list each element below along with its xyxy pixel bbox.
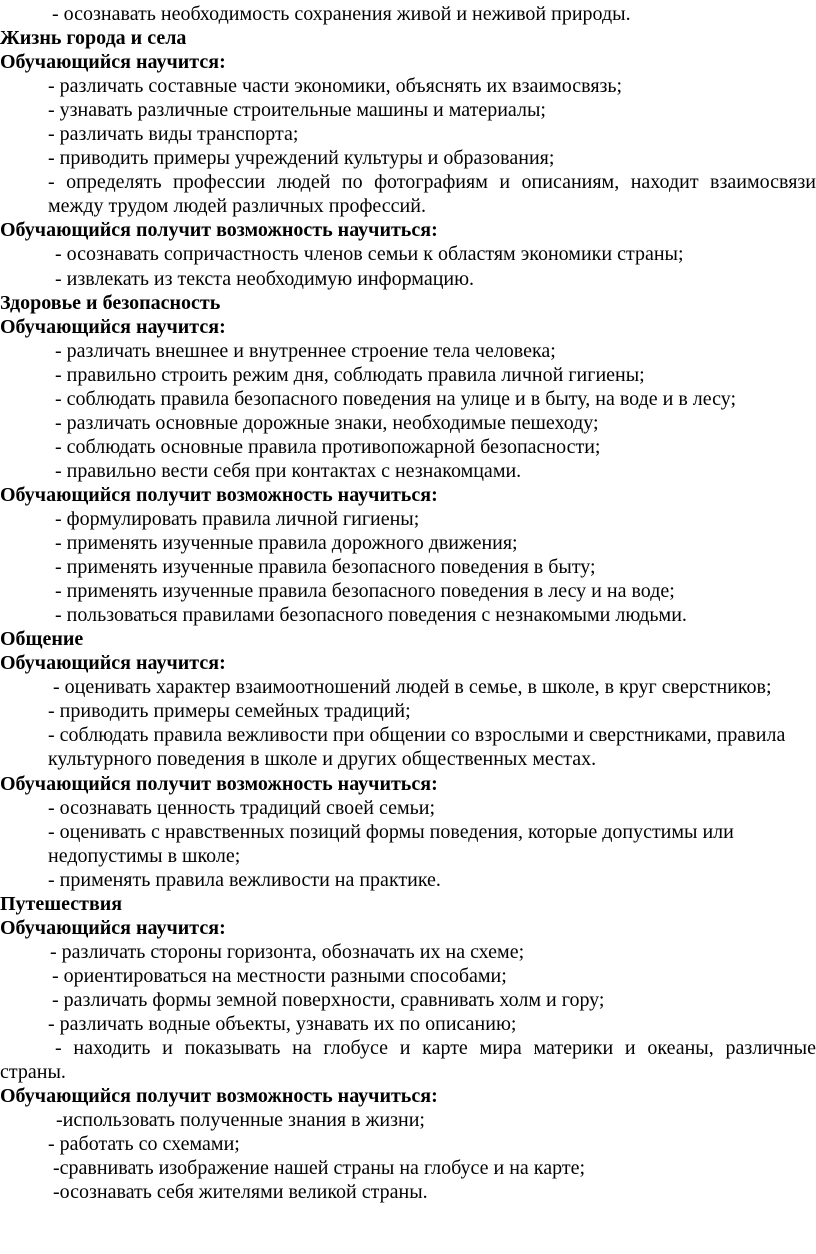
list-item: - осознавать ценность традиций своей семьи; <box>48 796 436 819</box>
list-item: - извлекать из текста необходимую информацию. <box>55 267 475 290</box>
list-item: - оценивать с нравственных позиций формы поведения, которые допустимы или <box>48 820 734 843</box>
list-item: - оценивать характер взаимоотношений людей в семье, в школе, в круг сверстников; <box>53 676 772 699</box>
list-item: - применять изученные правила безопасного поведения в лесу и на воде; <box>55 580 675 603</box>
list-item-continuation: культурного поведения в школе и других общественных местах. <box>48 748 597 771</box>
list-item: - работать со схемами; <box>48 1133 240 1156</box>
list-item: - приводить примеры семейных традиций; <box>48 700 411 723</box>
subheading: Обучающийся научится: <box>0 916 226 939</box>
list-item-continuation: между трудом людей различных профессий. <box>48 195 426 218</box>
subheading: Обучающийся научится: <box>0 652 226 675</box>
subheading: Обучающийся научится: <box>0 51 226 74</box>
list-item: - применять изученные правила безопасного поведения в быту; <box>55 556 596 579</box>
list-item: - узнавать различные строительные машины и материалы; <box>48 99 546 122</box>
list-item: - правильно вести себя при контактах с незнакомцами. <box>55 459 522 482</box>
list-item: - соблюдать правила безопасного поведения на улице и в быту, на воде и в лесу; <box>55 387 737 410</box>
list-item: - различать составные части экономики, объяснять их взаимосвязь; <box>48 75 623 98</box>
list-item: - пользоваться правилами безопасного поведения с незнакомыми людьми. <box>55 604 687 627</box>
list-item: - ориентироваться на местности разными способами; <box>52 964 507 987</box>
subheading: Обучающийся научится: <box>0 315 226 338</box>
list-item: - различать виды транспорта; <box>48 123 299 146</box>
subheading: Обучающийся получит возможность научиться: <box>0 1085 438 1108</box>
section-heading: Жизнь города и села <box>0 27 187 50</box>
list-item: - определять профессии людей по фотографиям и описаниям, находит взаимосвязи <box>48 171 816 194</box>
section-heading: Общение <box>0 628 84 651</box>
list-item: -использовать полученные знания в жизни; <box>56 1109 425 1132</box>
list-item: - различать стороны горизонта, обозначать их на схеме; <box>50 940 525 963</box>
document-page <box>0 2 816 1204</box>
list-item: - осознавать сопричастность членов семьи к областям экономики страны; <box>55 243 684 266</box>
list-item: - находить и показывать на глобусе и карте мира материки и океаны, различные <box>55 1037 816 1060</box>
list-item: - различать водные объекты, узнавать их по описанию; <box>48 1012 517 1035</box>
list-item: - приводить примеры учреждений культуры и образования; <box>48 147 555 170</box>
list-item: - применять изученные правила дорожного движения; <box>55 532 518 555</box>
list-item-continuation: недопустимы в школе; <box>48 844 241 867</box>
list-item: - применять правила вежливости на практике. <box>48 868 441 891</box>
subheading: Обучающийся получит возможность научиться: <box>0 219 438 242</box>
list-item-continuation: страны. <box>0 1061 66 1084</box>
list-item: - соблюдать основные правила противопожарной безопасности; <box>55 435 601 458</box>
section-heading: Путешествия <box>0 892 123 915</box>
list-item: - правильно строить режим дня, соблюдать правила личной гигиены; <box>55 363 645 386</box>
subheading: Обучающийся получит возможность научиться: <box>0 772 438 795</box>
subheading: Обучающийся получит возможность научиться: <box>0 483 438 506</box>
list-item: - различать формы земной поверхности, сравнивать холм и гору; <box>52 988 605 1011</box>
list-item: - формулировать правила личной гигиены; <box>55 507 420 530</box>
list-item: - различать внешнее и внутреннее строение тела человека; <box>55 339 556 362</box>
list-item: - осознавать необходимость сохранения живой и неживой природы. <box>52 3 631 25</box>
section-heading: Здоровье и безопасность <box>0 291 221 314</box>
list-item: - различать основные дорожные знаки, необходимые пешеходу; <box>55 411 599 434</box>
list-item: -осознавать себя жителями великой страны. <box>53 1181 428 1204</box>
list-item: -сравнивать изображение нашей страны на глобусе и на карте; <box>53 1157 586 1180</box>
list-item: - соблюдать правила вежливости при общении со взрослыми и сверстниками, правила <box>48 724 786 747</box>
